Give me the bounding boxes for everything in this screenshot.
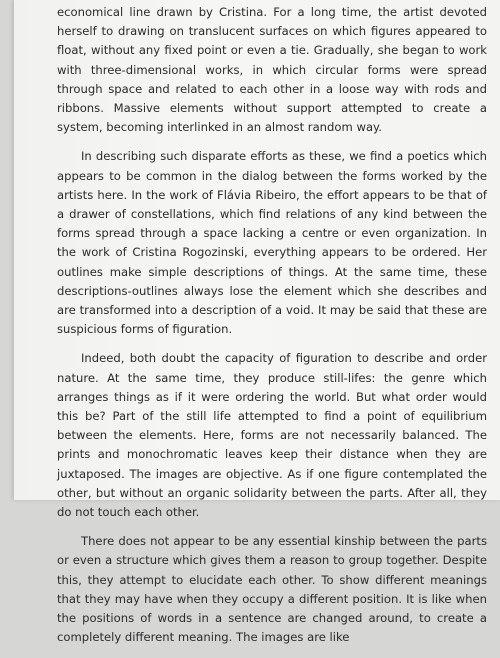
- paragraph-4: There does not appear to be any essential kinship between the parts or even a structure which gives them a reason to group together. Despite this, they attempt to elucidate each other. To show different meanings that they may have when they occupy a different position. It is like when the positions of words in a sentence are changed around, to create a completely different meaning. The images are like: [57, 534, 487, 645]
- paragraph-1: economical line drawn by Cristina. For a long time, the artist devoted herself to drawing on translucent surfaces on which figures appeared to float, without any fixed point or even a tie. Gradually, she began to work with three-dimensional works, in which circular forms were spread through space and related to each other in a loose way with rods and ribbons. Massive elements without support attempted to create a system, becoming interlinked in an almost random way.: [57, 5, 487, 135]
- body-text: [57, 0, 487, 658]
- paragraph-2: In describing such disparate efforts as these, we find a poetics which appears to be common in the dialog between the forms worked by the artists here. In the work of Flávia Ribeiro, the effort appears to be that of a drawer of constellations, which find relations of any kind between the forms spread through a space lacking a centre or even organization. In the work of Cristina Rogozinski, everything appears to be ordered. Her outlines make simple descriptions of things. At the same time, these descriptions-outlines always lose the element which she describes and are transformed into a description of a void. It may be said that these are suspicious forms of figuration.: [57, 149, 487, 337]
- paragraph-3: Indeed, both doubt the capacity of figuration to describe and order nature. At the same time, they produce still-lifes: the genre which arranges things as if it were ordering the world. But what order would this be? Part of the still life attempted to find a point of equilibrium between the elements. Here, forms are not necessarily balanced. The prints and monochromatic leaves keep their distance when they are juxtaposed. The images are objective. As if one figure contemplated the other, but without an organic solidarity between the parts. After all, they do not touch each other.: [57, 351, 487, 520]
- document-page: [14, 0, 500, 645]
